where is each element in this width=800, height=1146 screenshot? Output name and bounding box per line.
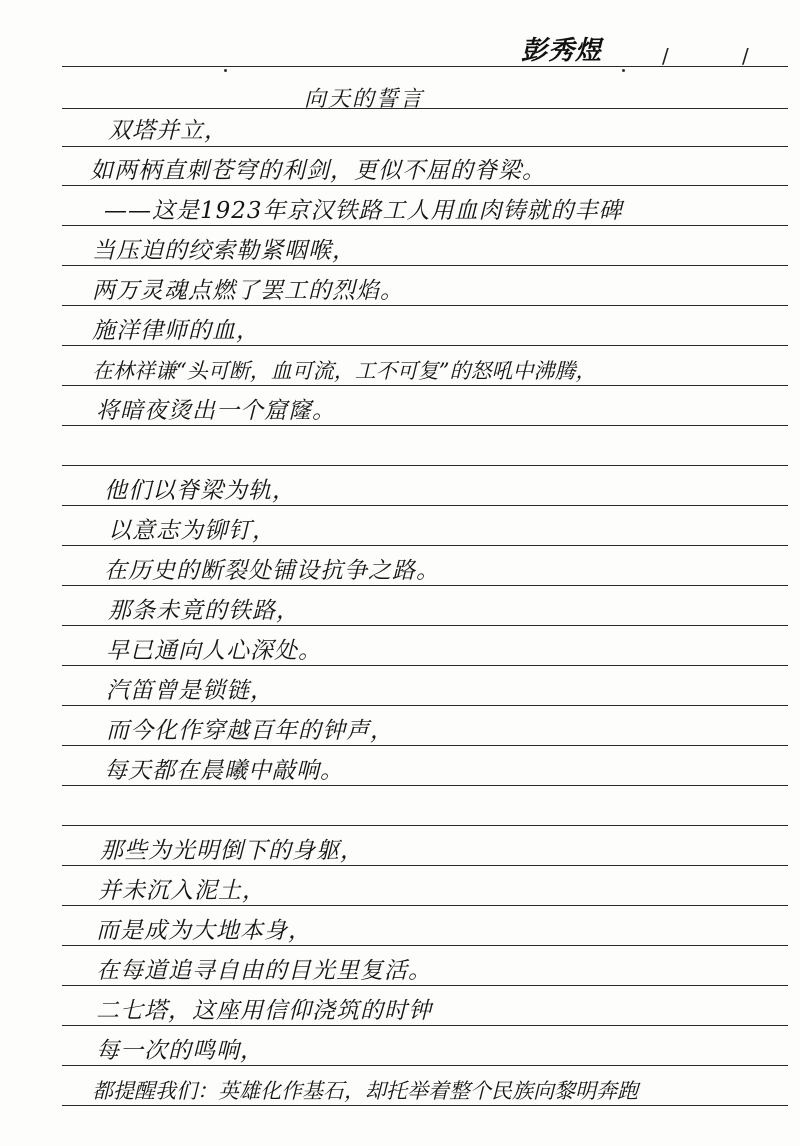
- poem-line: 在历史的断裂处铺设抗争之路。: [104, 558, 440, 584]
- ruled-line: [62, 425, 788, 426]
- ruled-line: [62, 185, 788, 186]
- date-slash-2: /: [742, 44, 749, 68]
- ruled-line: [62, 1105, 788, 1106]
- ruled-line: [62, 305, 788, 306]
- poem-line: 每一次的鸣响，: [96, 1038, 264, 1064]
- poem-line: 他们以脊梁为轨，: [104, 478, 296, 504]
- ruled-line: [62, 705, 788, 706]
- ruled-line: [62, 825, 788, 826]
- date-slash-1: /: [662, 44, 669, 68]
- poem-line: 早已通向人心深处。: [106, 638, 322, 664]
- poem-line: 每天都在晨曦中敲响。: [104, 758, 344, 784]
- poem-line: 当压迫的绞索勒紧咽喉，: [92, 238, 356, 264]
- poem-line: 将暗夜烫出一个窟窿。: [96, 398, 336, 424]
- ruled-line: [62, 985, 788, 986]
- ruled-line: [62, 905, 788, 906]
- ruled-line: [62, 865, 788, 866]
- poem-line: 都提醒我们：英雄化作基石，却托举着整个民族向黎明奔跑: [92, 1079, 638, 1103]
- ruled-line: [62, 108, 788, 109]
- poem-line: 两万灵魂点燃了罢工的烈焰。: [92, 278, 404, 304]
- margin-dot: [224, 69, 227, 72]
- ruled-line: [62, 265, 788, 266]
- ruled-line: [62, 625, 788, 626]
- ruled-line: [62, 545, 788, 546]
- poem-line: 而是成为大地本身，: [96, 918, 312, 944]
- ruled-line: [62, 385, 788, 386]
- ruled-line: [62, 585, 788, 586]
- ruled-line: [62, 66, 788, 67]
- poem-line: 施洋律师的血，: [92, 318, 260, 344]
- poem-line: 并未沉入泥土，: [98, 878, 266, 904]
- ruled-line: [62, 785, 788, 786]
- ruled-line: [62, 505, 788, 506]
- poem-line: 在林祥谦“头可断，血可流，工不可复”的怒吼中沸腾，: [92, 359, 597, 383]
- poem-line: 那些为光明倒下的身躯，: [100, 838, 364, 864]
- ruled-line: [62, 945, 788, 946]
- ruled-line: [62, 345, 788, 346]
- poem-line: ——这是1923年京汉铁路工人用血肉铸就的丰碑: [104, 198, 623, 224]
- poem-line: 以意志为铆钉，: [108, 518, 276, 544]
- author-name: 彭秀煜: [521, 36, 603, 66]
- poem-line: 在每道追寻自由的目光里复活。: [96, 958, 432, 984]
- ruled-line: [62, 745, 788, 746]
- margin-dot: [622, 69, 625, 72]
- ruled-line: [62, 1065, 788, 1066]
- ruled-line: [62, 465, 788, 466]
- ruled-line: [62, 225, 788, 226]
- poem-line: 如两柄直刺苍穹的利剑，更似不屈的脊梁。: [90, 158, 546, 184]
- ruled-line: [62, 146, 788, 147]
- poem-line: 双塔并立，: [108, 118, 228, 144]
- poem-title: 向天的誓言: [304, 87, 425, 112]
- poem-line: 汽笛曾是锁链，: [106, 678, 274, 704]
- poem-line: 那条未竟的铁路，: [108, 598, 300, 624]
- poem-line: 而今化作穿越百年的钟声，: [106, 718, 394, 744]
- poem-line: 二七塔，这座用信仰浇筑的时钟: [96, 998, 432, 1024]
- ruled-line: [62, 665, 788, 666]
- ruled-line: [62, 1025, 788, 1026]
